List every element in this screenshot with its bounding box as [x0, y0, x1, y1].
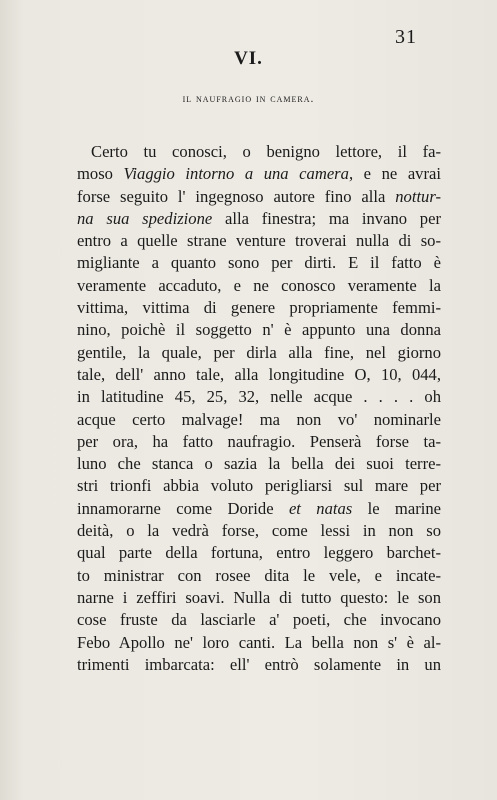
text-line: entro a quelle strane venture troverai nulla di so-	[77, 231, 441, 251]
body-text	[77, 141, 441, 676]
text-line: acque certo malvage! ma non vo' nominarle	[77, 409, 441, 429]
text-line: qual parte della fortuna, entro leggero barchet-	[77, 543, 441, 563]
text-line: gentile, la quale, per dirla alla fine, nel giorno	[77, 342, 441, 362]
text-line: trimenti imbarcata: ell' entrò solamente in un	[77, 654, 441, 674]
italic-phrase: na sua spedizione	[77, 208, 213, 228]
chapter-title: il naufragio in camera.	[182, 93, 315, 105]
text-line: in latitudine 45, 25, 32, nelle acque . . . . oh	[77, 387, 441, 407]
text-line: cose fruste da lasciarle a' poeti, che invocano	[77, 610, 441, 630]
italic-phrase: nottur-	[395, 186, 441, 206]
page-number: 31	[395, 26, 417, 48]
text-line: stri trionfi abbia voluto perigliarsi sul mare per	[77, 476, 441, 496]
text-line: vittima, vittima di genere propriamente femmi-	[77, 298, 441, 318]
text-line: per ora, ha fatto naufragio. Penserà forse ta-	[77, 431, 441, 451]
text-line: Febo Apollo ne' loro canti. La bella non s' è al-	[77, 632, 441, 652]
text-line: to ministrar con rosee dita le vele, e incate-	[77, 565, 441, 585]
italic-title: Viaggio intorno a una camera	[123, 164, 349, 184]
text-line: Certo tu conosci, o benigno lettore, il fa-	[91, 142, 441, 161]
text-line: na sua spedizione alla finestra; ma invano per	[77, 208, 441, 228]
text-line: migliante a quanto sono per dirti. E il fatto è	[77, 253, 441, 273]
text-line: moso Viaggio intorno a una camera, e ne avrai	[77, 164, 441, 184]
text-line: narne i zeffiri soavi. Nulla di tutto questo: le son	[77, 587, 441, 607]
text-line: forse seguito l' ingegnoso autore fino alla nottur-	[77, 186, 441, 206]
text-line: veramente accaduto, e ne conosco veramente la	[77, 275, 441, 295]
text-line: innamorarne come Doride et natas le marine	[77, 498, 441, 518]
italic-phrase: et natas	[288, 498, 353, 518]
text-line: nino, poichè il soggetto n' è appunto una donna	[77, 320, 441, 340]
chapter-number: VI.	[234, 48, 263, 69]
text-line: luno che stanca o sazia la bella dei suoi terre-	[77, 454, 441, 474]
text-line: deità, o la vedrà forse, come lessi in non so	[77, 521, 441, 541]
text-line: tale, dell' anno tale, alla longitudine O, 10, 044,	[77, 364, 441, 384]
